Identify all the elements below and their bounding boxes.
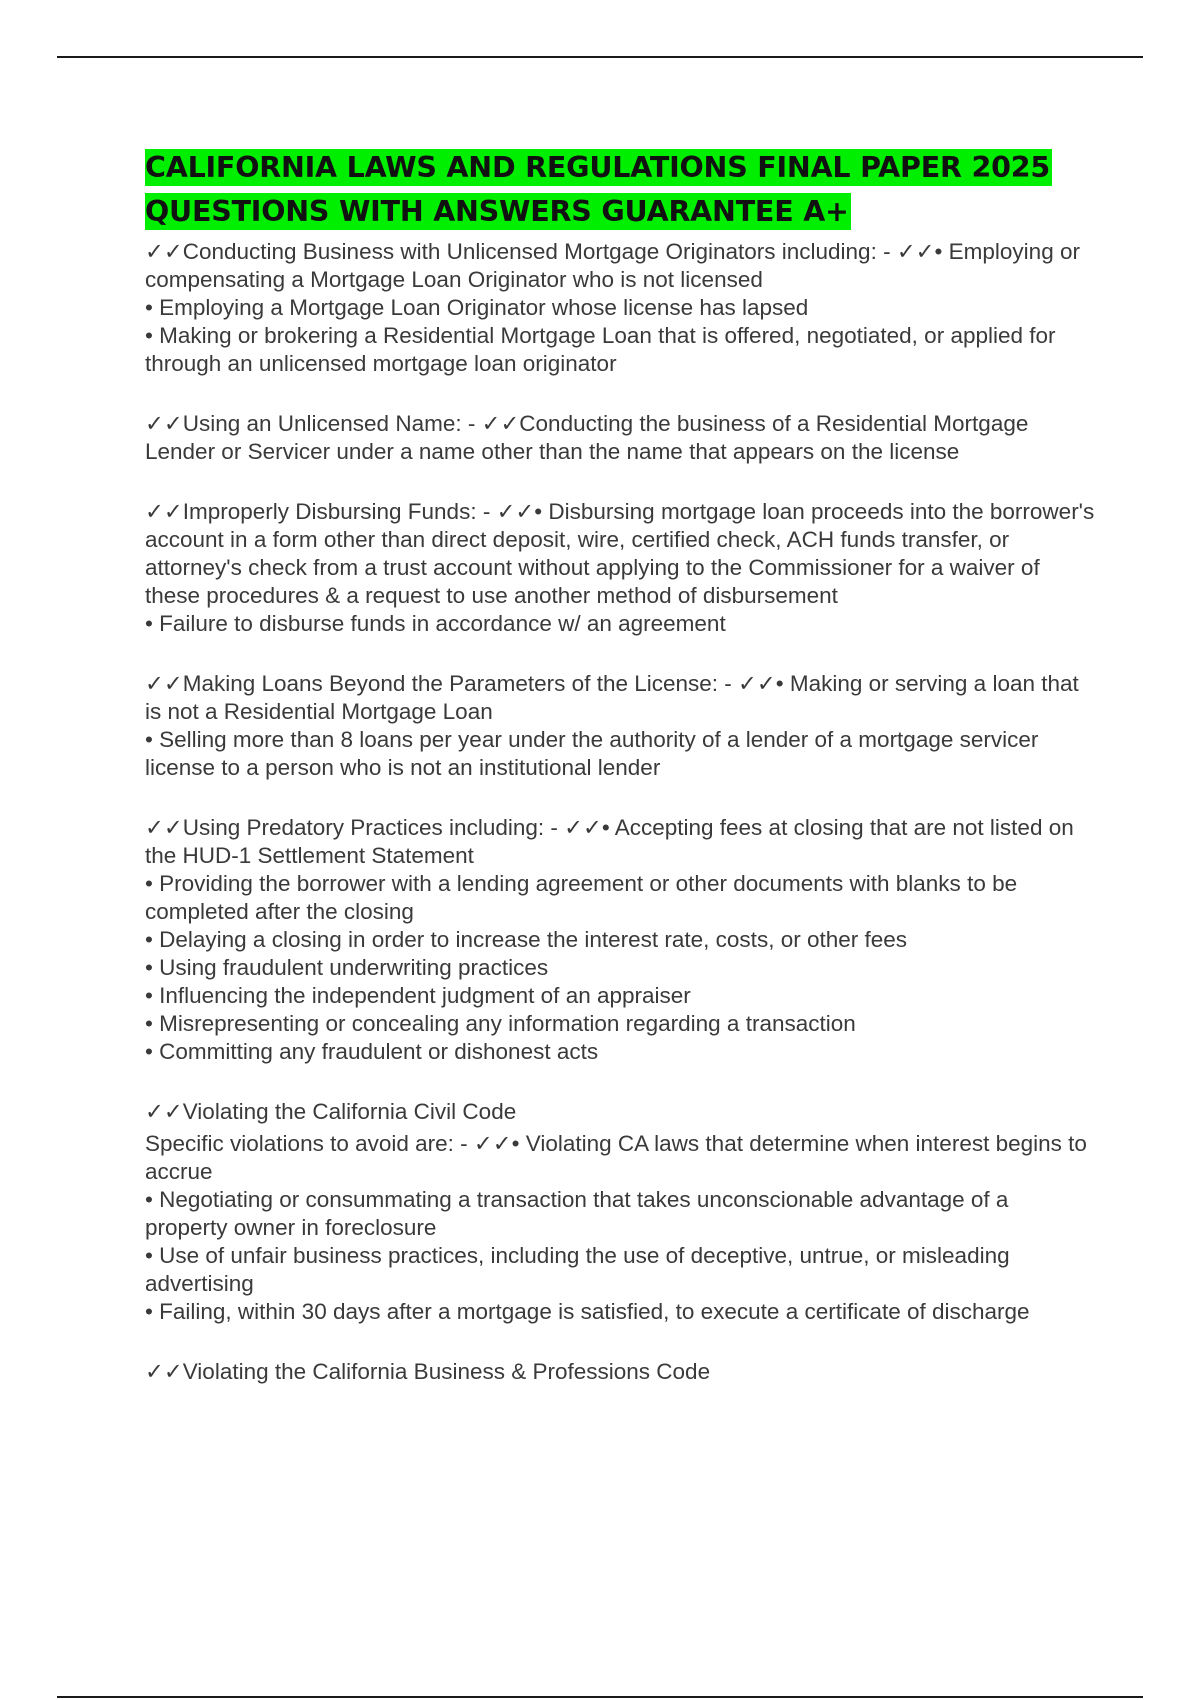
qa-line: • Committing any fraudulent or dishonest acts [145, 1039, 599, 1064]
qa-line: • Delaying a closing in order to increase the interest rate, costs, or other fees [145, 927, 908, 952]
qa-line: • Failure to disburse funds in accordance w/ an agreement [145, 611, 726, 636]
qa-item-6 [145, 1098, 1095, 1326]
qa-line: ✓✓Making Loans Beyond the Parameters of the License: - ✓✓• Making or serving a loan that is not a Residential Mortgage Loan [145, 671, 1079, 724]
title-highlight [145, 149, 1052, 230]
qa-line: • Failing, within 30 days after a mortgage is satisfied, to execute a certificate of discharge [145, 1299, 1030, 1324]
top-rule [57, 56, 1143, 58]
qa-line: • Negotiating or consummating a transaction that takes unconscionable advantage of a property owner in foreclosure [145, 1187, 1009, 1240]
qa-item-7 [145, 1358, 1095, 1386]
qa-line: • Providing the borrower with a lending agreement or other documents with blanks to be completed after the closing [145, 871, 1018, 924]
qa-line: Specific violations to avoid are: - ✓✓• Violating CA laws that determine when interest begins to accrue [145, 1131, 1087, 1184]
qa-line: • Selling more than 8 loans per year under the authority of a lender of a mortgage servicer license to a person who is not an institutional lender [145, 727, 1039, 780]
qa-item-3 [145, 498, 1095, 638]
qa-line: • Misrepresenting or concealing any information regarding a transaction [145, 1011, 856, 1036]
qa-line: ✓✓Violating the California Civil Code [145, 1099, 517, 1124]
qa-item-5 [145, 814, 1095, 1066]
qa-line: ✓✓Using Predatory Practices including: - ✓✓• Accepting fees at closing that are not listed on the HUD-1 Settlement Statement [145, 815, 1074, 868]
title-line-1: CALIFORNIA LAWS AND REGULATIONS FINAL PAPER 2025 [145, 151, 1050, 184]
qa-item-4 [145, 670, 1095, 782]
title-line-2: QUESTIONS WITH ANSWERS GUARANTEE A+ [145, 195, 849, 228]
document-title [145, 146, 1095, 234]
qa-item-2 [145, 410, 1095, 466]
qa-line: • Influencing the independent judgment of an appraiser [145, 983, 691, 1008]
qa-line: • Making or brokering a Residential Mortgage Loan that is offered, negotiated, or applied for through an unlicensed mortgage loan originator [145, 323, 1056, 376]
qa-line: ✓✓Improperly Disbursing Funds: - ✓✓• Disbursing mortgage loan proceeds into the borrower's account in a form other than direct deposit, wire, certified check, ACH funds transfer, or attorney's check from a trust account without applying to the Commissioner for a waiver of these procedures & a request to use another method of disbursement [145, 499, 1095, 608]
qa-line: ✓✓Conducting Business with Unlicensed Mortgage Originators including: - ✓✓• Employing or compensating a Mortgage Loan Originator who is not licensed [145, 239, 1080, 292]
qa-line: ✓✓Violating the California Business & Professions Code [145, 1359, 711, 1384]
bottom-rule [57, 1696, 1143, 1698]
qa-line: • Use of unfair business practices, including the use of deceptive, untrue, or misleading advertising [145, 1243, 1010, 1296]
qa-line: • Using fraudulent underwriting practices [145, 955, 549, 980]
qa-line: • Employing a Mortgage Loan Originator whose license has lapsed [145, 295, 809, 320]
qa-item-1 [145, 238, 1095, 378]
document-body [145, 146, 1095, 1418]
qa-line: ✓✓Using an Unlicensed Name: - ✓✓Conducting the business of a Residential Mortgage Lender or Servicer under a name other than the name that appears on the license [145, 411, 1029, 464]
